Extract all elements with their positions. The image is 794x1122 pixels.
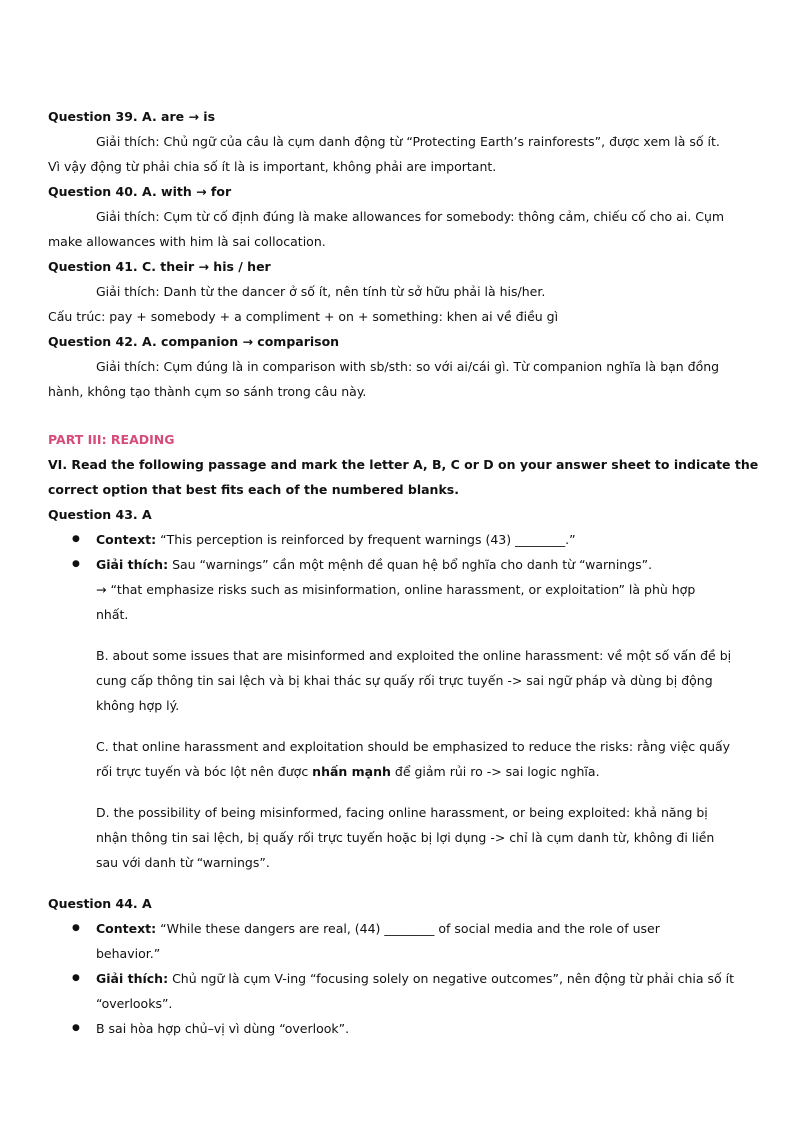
option-d-line: sau với danh từ “warnings”. xyxy=(96,855,270,870)
question-42-explanation-cont: hành, không tạo thành cụm so sánh trong câu này. xyxy=(48,384,367,399)
question-44-context-cont: behavior.” xyxy=(96,946,161,961)
option-b-line: cung cấp thông tin sai lệch và bị khai thác sự quấy rối trực tuyến -> sai ngữ pháp và dùng bị động xyxy=(96,673,713,688)
question-44-explanation-cont: “overlooks”. xyxy=(96,996,173,1011)
explanation-label: Giải thích: xyxy=(96,557,169,572)
option-b-line: không hợp lý. xyxy=(96,698,180,713)
option-c-line xyxy=(96,759,748,784)
question-42-explanation: Giải thích: Cụm đúng là in comparison with sb/sth: so với ai/cái gì. Từ companion nghĩa là bạn đồng xyxy=(96,359,720,374)
option-c-text: để giảm rủi ro -> sai logic nghĩa. xyxy=(390,764,600,779)
option-d-line: D. the possibility of being misinformed, facing online harassment, or being exploited: khả năng bị xyxy=(96,805,708,820)
explanation-text: Chủ ngữ là cụm V-ing “focusing solely on negative outcomes”, nên động từ phải chia số ít xyxy=(168,971,734,986)
question-41-explanation: Giải thích: Danh từ the dancer ở số ít, nên tính từ sở hữu phải là his/her. xyxy=(96,284,546,299)
question-43-context xyxy=(48,527,748,552)
explanation-label: Giải thích: xyxy=(96,971,169,986)
question-40-heading: Question 40. A. with → for xyxy=(48,184,232,199)
question-43-option-c xyxy=(48,734,748,784)
context-label: Context: xyxy=(96,921,157,936)
question-39-explanation-cont: Vì vậy động từ phải chia số ít là is important, không phải are important. xyxy=(48,159,497,174)
option-d-line: nhận thông tin sai lệch, bị quấy rối trực tuyến hoặc bị lợi dụng -> chỉ là cụm danh từ, không đi liền xyxy=(96,830,715,845)
question-40-explanation: Giải thích: Cụm từ cố định đúng là make allowances for somebody: thông cảm, chiếu cố cho ai. Cụm xyxy=(96,209,725,224)
question-43-answer-note: → “that emphasize risks such as misinformation, online harassment, or exploitation” là phù hợp xyxy=(96,582,696,597)
part-3-heading: PART III: READING xyxy=(48,432,175,447)
document-page xyxy=(48,104,759,1041)
spacer xyxy=(48,875,748,891)
section-6-instruction: VI. Read the following passage and mark the letter A, B, C or D on your answer sheet to indicate the xyxy=(48,457,759,472)
question-43-answer-note-cont: nhất. xyxy=(96,607,129,622)
option-b-line: B. about some issues that are misinformed and exploited the online harassment: về một số vấn đề bị xyxy=(96,648,732,663)
question-41-structure: Cấu trúc: pay + somebody + a compliment + on + something: khen ai về điều gì xyxy=(48,309,559,324)
question-44-explanation xyxy=(48,966,748,991)
question-44-heading: Question 44. A xyxy=(48,896,152,911)
question-39-heading: Question 39. A. are → is xyxy=(48,109,216,124)
question-43-option-d xyxy=(48,800,748,875)
question-41-heading: Question 41. C. their → his / her xyxy=(48,259,271,274)
question-43-option-b xyxy=(48,643,748,718)
option-c-line: C. that online harassment and exploitation should be emphasized to reduce the risks: rằng việc quấy xyxy=(96,739,731,754)
explanation-text: Sau “warnings” cần một mệnh đề quan hệ bổ nghĩa cho danh từ “warnings”. xyxy=(168,557,653,572)
question-42-heading: Question 42. A. companion → comparison xyxy=(48,334,340,349)
context-text: “While these dangers are real, (44) ________ of social media and the role of user xyxy=(156,921,660,936)
context-label: Context: xyxy=(96,532,157,547)
question-44-option-b-note: ● B sai hòa hợp chủ–vị vì dùng “overlook”. xyxy=(48,1016,748,1041)
context-text: “This perception is reinforced by frequent warnings (43) ________.” xyxy=(156,532,576,547)
question-39-explanation: Giải thích: Chủ ngữ của câu là cụm danh động từ “Protecting Earth’s rainforests”, được xem là số ít. xyxy=(96,134,720,149)
question-43-heading: Question 43. A xyxy=(48,507,152,522)
question-40-explanation-cont: make allowances with him là sai collocation. xyxy=(48,234,326,249)
question-43-explanation xyxy=(48,552,748,577)
option-c-emphasis: nhấn mạnh xyxy=(312,764,391,779)
question-44-context xyxy=(48,916,748,941)
option-c-text: rối trực tuyến và bóc lột nên được xyxy=(96,764,313,779)
section-6-instruction-cont: correct option that best fits each of the numbered blanks. xyxy=(48,482,459,497)
